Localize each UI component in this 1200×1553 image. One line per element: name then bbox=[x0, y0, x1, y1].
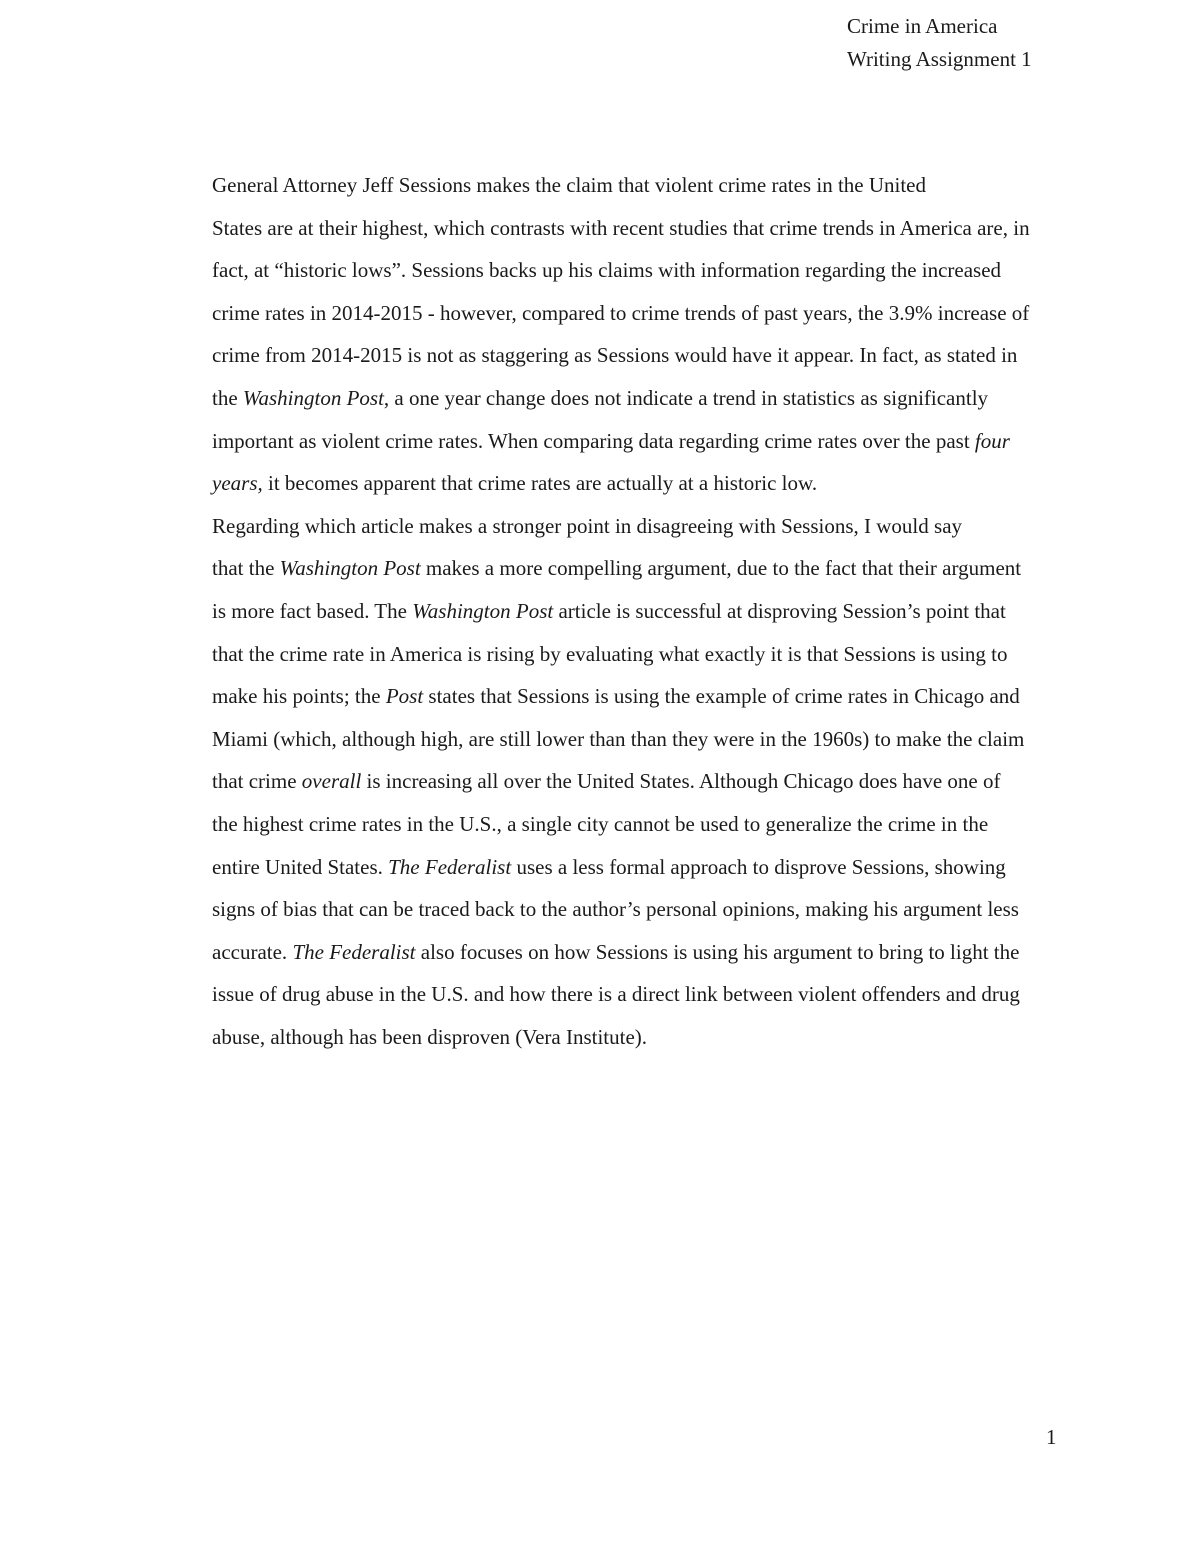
text-run: states that Sessions is using the example of crime rates in Chicago and bbox=[423, 684, 1020, 709]
italic-text: overall bbox=[301, 769, 362, 794]
page-number: 1 bbox=[1046, 1425, 1057, 1449]
text-run: crime rates in 2014-2015 - however, compared to crime trends of past years, the 3.9% increase of bbox=[212, 300, 1030, 325]
text-line bbox=[140, 547, 1062, 590]
assignment-title: Writing Assignment 1 bbox=[847, 47, 1032, 71]
essay-paragraph bbox=[140, 164, 1062, 505]
page-header bbox=[847, 10, 1032, 76]
text-line bbox=[140, 590, 1062, 633]
text-run: crime from 2014-2015 is not as staggering as Sessions would have it appear. In fact, as stated in bbox=[212, 343, 1018, 368]
text-line bbox=[140, 292, 1062, 335]
text-run: that the bbox=[212, 556, 280, 581]
text-run: the highest crime rates in the U.S., a single city cannot be used to generalize the crime in the bbox=[212, 811, 989, 836]
text-run: abuse, although has been disproven (Vera Institute). bbox=[212, 1024, 648, 1049]
text-run: is increasing all over the United States. Although Chicago does have one of bbox=[361, 769, 1001, 794]
italic-text: Post bbox=[385, 684, 424, 709]
text-run: , a one year change does not indicate a trend in statistics as significantly bbox=[383, 385, 989, 410]
text-run: issue of drug abuse in the U.S. and how there is a direct link between violent offenders and drug bbox=[212, 982, 1020, 1007]
text-line bbox=[140, 846, 1062, 889]
text-run: it becomes apparent that crime rates are actually at a historic low. bbox=[262, 471, 818, 496]
italic-text: Washington Post bbox=[412, 598, 554, 623]
text-line bbox=[140, 207, 1062, 250]
text-line bbox=[140, 633, 1062, 676]
text-run: the bbox=[212, 385, 243, 410]
text-run: General Attorney Jeff Sessions makes the claim that violent crime rates in the United bbox=[212, 173, 926, 197]
text-line bbox=[140, 760, 1062, 803]
text-run: Regarding which article makes a stronger point in disagreeing with Sessions, I would say bbox=[212, 513, 963, 538]
italic-text: The Federalist bbox=[292, 939, 416, 964]
text-run: Miami (which, although high, are still lower than than they were in the 1960s) to make the claim bbox=[212, 726, 1025, 751]
text-run: makes a more compelling argument, due to the fact that their argument bbox=[420, 556, 1022, 581]
text-run: important as violent crime rates. When comparing data regarding crime rates over the past bbox=[212, 428, 975, 453]
italic-text: The Federalist bbox=[388, 854, 512, 879]
text-run: article is successful at disproving Session’s point that bbox=[553, 598, 1006, 623]
italic-text: four bbox=[974, 428, 1010, 453]
text-line bbox=[140, 1016, 1062, 1059]
course-title: Crime in America bbox=[847, 14, 998, 38]
text-run: also focuses on how Sessions is using his argument to bring to light the bbox=[415, 939, 1020, 964]
italic-text: Washington Post bbox=[242, 385, 384, 410]
text-run: uses a less formal approach to disprove Sessions, showing bbox=[511, 854, 1006, 879]
text-line bbox=[140, 803, 1062, 846]
essay-paragraph bbox=[140, 505, 1062, 1059]
text-line bbox=[140, 164, 1062, 207]
text-run: signs of bias that can be traced back to the author’s personal opinions, making his argument less bbox=[212, 897, 1019, 922]
text-run: fact, at “historic lows”. Sessions backs up his claims with information regarding the increased bbox=[212, 258, 1002, 283]
text-line bbox=[140, 377, 1062, 420]
text-line bbox=[140, 718, 1062, 761]
text-run: is more fact based. The bbox=[212, 598, 413, 623]
text-line bbox=[140, 675, 1062, 718]
text-run: States are at their highest, which contrasts with recent studies that crime trends in America are, in bbox=[212, 215, 1030, 240]
essay-body bbox=[140, 164, 1062, 1058]
text-run: entire United States. bbox=[212, 854, 389, 879]
text-line bbox=[140, 462, 1062, 505]
text-line bbox=[140, 249, 1062, 292]
italic-text: Washington Post bbox=[279, 556, 421, 581]
text-line bbox=[140, 888, 1062, 931]
text-line bbox=[140, 505, 1062, 548]
text-run: that the crime rate in America is rising by evaluating what exactly it is that Sessions is using to bbox=[212, 641, 1008, 666]
text-line bbox=[140, 420, 1062, 463]
text-run: that crime bbox=[212, 769, 302, 794]
text-run: accurate. bbox=[212, 939, 293, 964]
text-run: make his points; the bbox=[212, 684, 386, 709]
text-line bbox=[140, 931, 1062, 974]
text-line bbox=[140, 973, 1062, 1016]
text-line bbox=[140, 334, 1062, 377]
italic-text: years, bbox=[212, 471, 263, 496]
